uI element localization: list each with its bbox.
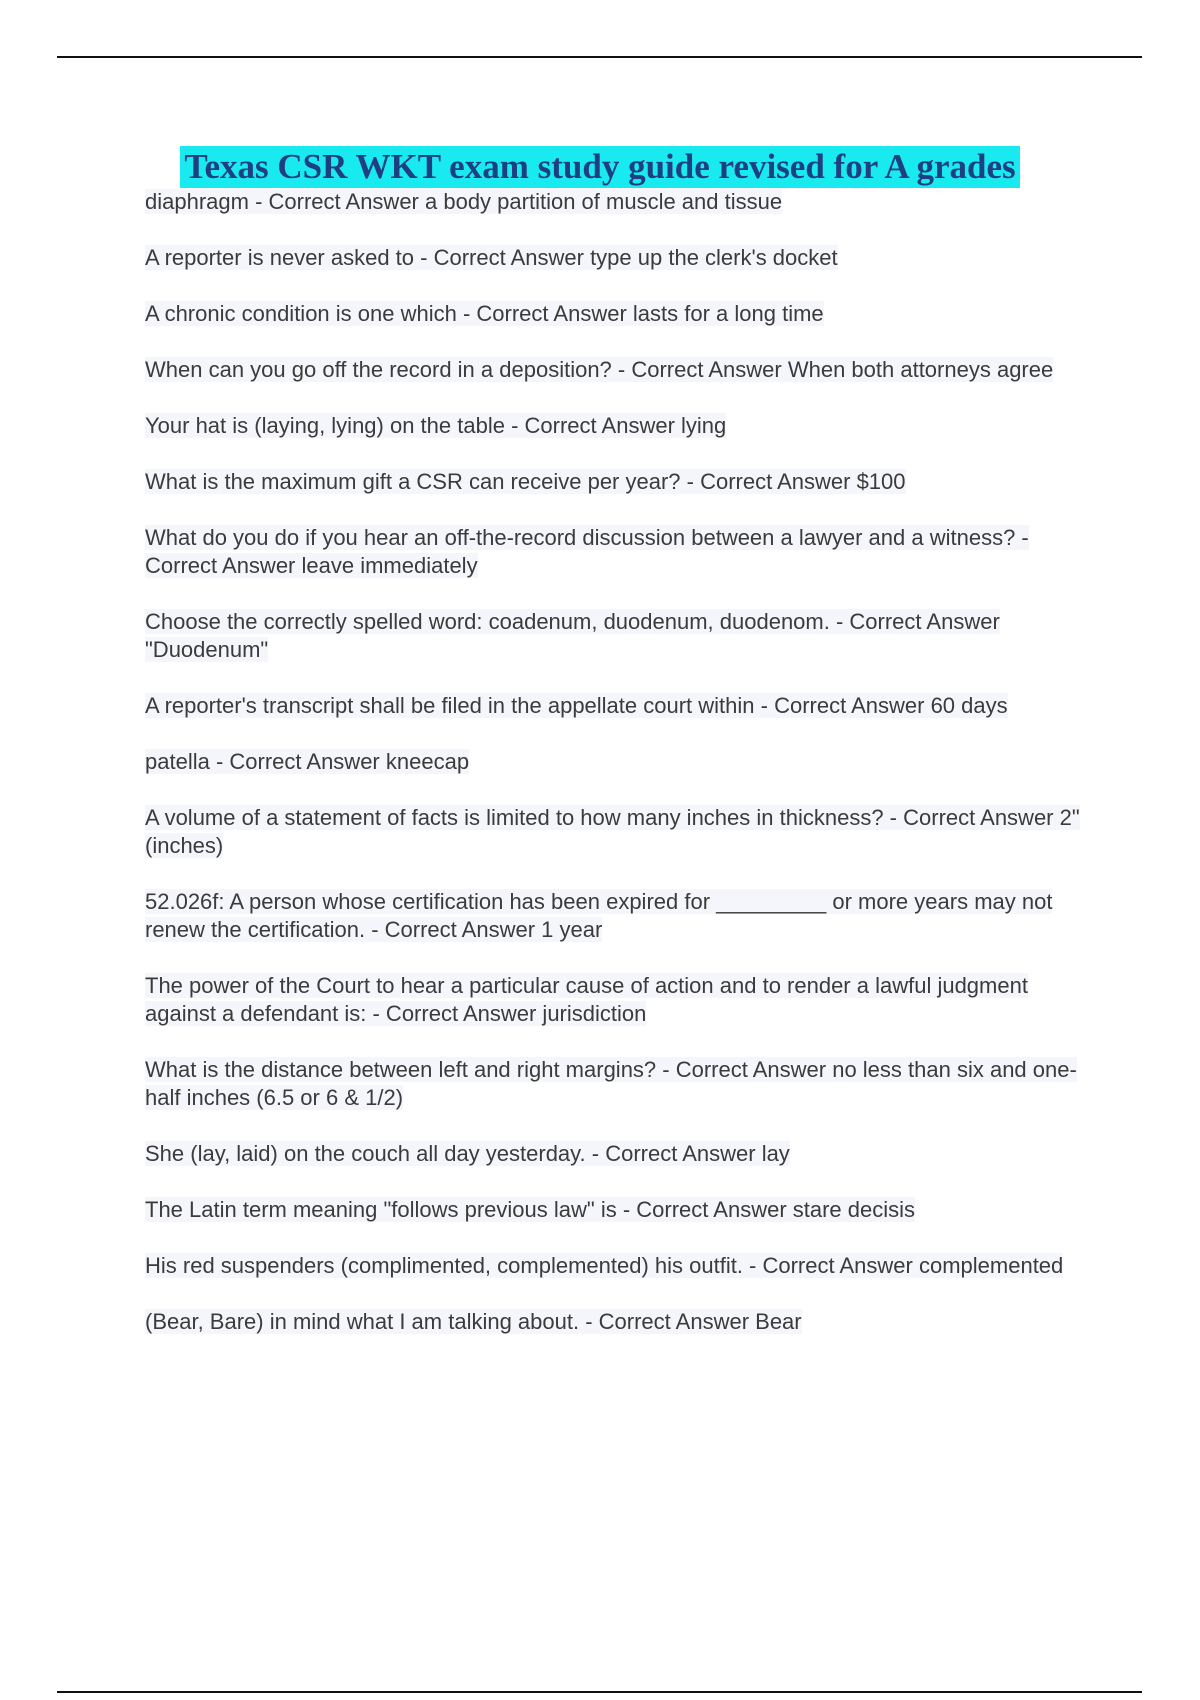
qa-item — [145, 468, 1095, 496]
qa-item — [145, 608, 1095, 664]
qa-item — [145, 748, 1095, 776]
qa-text: What do you do if you hear an off-the-record discussion between a lawyer and a witness? - Correct Answer leave immediately — [145, 525, 1029, 578]
qa-text: When can you go off the record in a deposition? - Correct Answer When both attorneys agree — [145, 357, 1054, 382]
qa-list — [145, 188, 1095, 1364]
qa-item — [145, 412, 1095, 440]
qa-item — [145, 692, 1095, 720]
qa-text: Choose the correctly spelled word: coadenum, duodenum, duodenom. - Correct Answer "Duodenum" — [145, 609, 1000, 662]
qa-text: patella - Correct Answer kneecap — [145, 749, 470, 774]
qa-item — [145, 1196, 1095, 1224]
qa-text: What is the distance between left and right margins? - Correct Answer no less than six and one-half inches (6.5 or 6 & 1/2) — [145, 1057, 1077, 1110]
top-rule — [57, 56, 1142, 58]
bottom-rule — [57, 1691, 1142, 1693]
qa-item — [145, 888, 1095, 944]
qa-text: (Bear, Bare) in mind what I am talking about. - Correct Answer Bear — [145, 1309, 802, 1334]
qa-text: His red suspenders (complimented, complemented) his outfit. - Correct Answer complemented — [145, 1253, 1064, 1278]
qa-text: 52.026f: A person whose certification has been expired for _________ or more years may not renew the certification. - Correct Answer 1 year — [145, 889, 1053, 942]
document-title: Texas CSR WKT exam study guide revised for A grades — [180, 146, 1019, 188]
qa-text: She (lay, laid) on the couch all day yesterday. - Correct Answer lay — [145, 1141, 790, 1166]
qa-item — [145, 244, 1095, 272]
qa-item — [145, 300, 1095, 328]
qa-text: The power of the Court to hear a particular cause of action and to render a lawful judgment against a defendant is: - Correct Answer jurisdiction — [145, 973, 1028, 1026]
qa-text: A reporter is never asked to - Correct Answer type up the clerk's docket — [145, 245, 838, 270]
qa-text: A volume of a statement of facts is limited to how many inches in thickness? - Correct Answer 2" (inches) — [145, 805, 1080, 858]
qa-item — [145, 1140, 1095, 1168]
qa-item — [145, 524, 1095, 580]
qa-text: diaphragm - Correct Answer a body partition of muscle and tissue — [145, 189, 783, 214]
qa-item — [145, 804, 1095, 860]
qa-item — [145, 1056, 1095, 1112]
qa-text: A chronic condition is one which - Correct Answer lasts for a long time — [145, 301, 824, 326]
qa-item — [145, 356, 1095, 384]
qa-text: Your hat is (laying, lying) on the table - Correct Answer lying — [145, 413, 727, 438]
qa-text: What is the maximum gift a CSR can receive per year? - Correct Answer $100 — [145, 469, 906, 494]
title-container — [0, 146, 1200, 188]
qa-item — [145, 972, 1095, 1028]
qa-text: The Latin term meaning "follows previous law" is - Correct Answer stare decisis — [145, 1197, 916, 1222]
qa-text: A reporter's transcript shall be filed in the appellate court within - Correct Answer 60 days — [145, 693, 1008, 718]
qa-item — [145, 1252, 1095, 1280]
qa-item — [145, 188, 1095, 216]
qa-item — [145, 1308, 1095, 1336]
